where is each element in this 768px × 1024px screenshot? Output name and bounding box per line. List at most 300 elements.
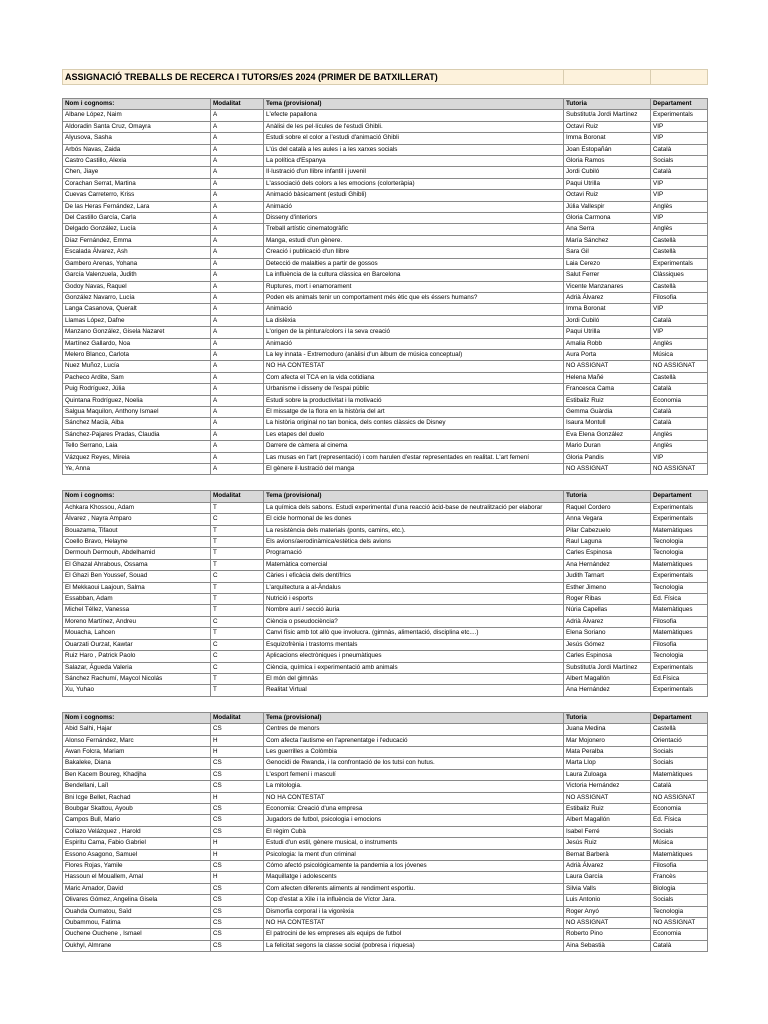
modality-cell[interactable]: A xyxy=(211,270,264,281)
name-cell[interactable]: Delgado González, Lucía xyxy=(63,224,211,235)
department-cell[interactable]: Català xyxy=(651,781,708,792)
tutor-cell[interactable]: Gemma Guàrdia xyxy=(564,406,651,417)
topic-cell[interactable]: Nombre auri / secció àuria xyxy=(264,605,564,616)
department-cell[interactable]: Matemàtiques xyxy=(651,605,708,616)
tutor-cell[interactable]: Ana Hernández xyxy=(564,685,651,696)
department-cell[interactable]: Experimentals xyxy=(651,685,708,696)
department-cell[interactable]: Francès xyxy=(651,872,708,883)
modality-cell[interactable]: A xyxy=(211,144,264,155)
name-cell[interactable]: Ye, Anna xyxy=(63,464,211,475)
tutor-cell[interactable]: Gloria Ramos xyxy=(564,156,651,167)
name-cell[interactable]: Campos Bull, Mario xyxy=(63,815,211,826)
modality-cell[interactable]: A xyxy=(211,235,264,246)
name-cell[interactable]: Manzano González, Gisela Nazaret xyxy=(63,327,211,338)
tutor-cell[interactable]: Imma Boronat xyxy=(564,304,651,315)
modality-cell[interactable]: C xyxy=(211,616,264,627)
tutor-cell[interactable]: Esther Jimeno xyxy=(564,582,651,593)
topic-cell[interactable]: Les guerrilles a Colòmbia xyxy=(264,746,564,757)
tutor-cell[interactable]: Mar Mojonero xyxy=(564,735,651,746)
name-cell[interactable]: Hassoun el Mouallem, Amal xyxy=(63,872,211,883)
topic-cell[interactable]: Esquizofrènia i trastorns mentals xyxy=(264,639,564,650)
modality-cell[interactable]: CS xyxy=(211,906,264,917)
name-cell[interactable]: Puig Rodríguez, Júlia xyxy=(63,384,211,395)
modality-cell[interactable]: CS xyxy=(211,883,264,894)
modality-cell[interactable]: T xyxy=(211,628,264,639)
topic-cell[interactable]: Animació bàsicament (estudi Ghibli) xyxy=(264,190,564,201)
department-cell[interactable]: Matemàtiques xyxy=(651,559,708,570)
topic-cell[interactable]: Els avions/aerodinàmica/estètica dels avions xyxy=(264,537,564,548)
department-cell[interactable]: Música xyxy=(651,349,708,360)
name-cell[interactable]: Michel Téllez, Vanessa xyxy=(63,605,211,616)
tutor-cell[interactable]: Jesús Ruiz xyxy=(564,838,651,849)
topic-cell[interactable]: Il·lustració d'un llibre infantil i juvenil xyxy=(264,167,564,178)
modality-cell[interactable]: CS xyxy=(211,758,264,769)
department-cell[interactable]: Català xyxy=(651,167,708,178)
modality-cell[interactable]: A xyxy=(211,133,264,144)
modality-cell[interactable]: T xyxy=(211,559,264,570)
modality-cell[interactable]: T xyxy=(211,594,264,605)
topic-cell[interactable]: El món del gimnàs xyxy=(264,673,564,684)
department-cell[interactable]: Tecnologia xyxy=(651,548,708,559)
tutor-cell[interactable]: Raquel Cordero xyxy=(564,502,651,513)
tutor-cell[interactable]: Roger Anyó xyxy=(564,906,651,917)
topic-cell[interactable]: Las musas en l'art (representació) i com harulen d'estar representades en realitat. L'art femení xyxy=(264,452,564,463)
name-cell[interactable]: Achkara Khossou, Adam xyxy=(63,502,211,513)
modality-cell[interactable]: CS xyxy=(211,929,264,940)
department-cell[interactable]: Ed.Física xyxy=(651,673,708,684)
topic-cell[interactable]: Com afecta el TCA en la vida cotidiana xyxy=(264,372,564,383)
name-cell[interactable]: Salazar, Águeda Valeria xyxy=(63,662,211,673)
tutor-cell[interactable]: Mario Duran xyxy=(564,441,651,452)
modality-cell[interactable]: T xyxy=(211,548,264,559)
column-header[interactable]: Modalitat xyxy=(211,99,264,110)
name-cell[interactable]: Vázquez Reyes, Mireia xyxy=(63,452,211,463)
department-cell[interactable]: Matemàtiques xyxy=(651,628,708,639)
modality-cell[interactable]: A xyxy=(211,406,264,417)
modality-cell[interactable]: H xyxy=(211,792,264,803)
tutor-cell[interactable]: Luis Antonio xyxy=(564,895,651,906)
department-cell[interactable]: Socials xyxy=(651,826,708,837)
topic-cell[interactable]: La química dels sabons. Estudi experimental d'una reacció àcid-base de neutralització per elaborar xyxy=(264,502,564,513)
department-cell[interactable]: VIP xyxy=(651,190,708,201)
name-cell[interactable]: Nuez Muñoz, Lucía xyxy=(63,361,211,372)
tutor-cell[interactable]: Pilar Cabezuelo xyxy=(564,525,651,536)
tutor-cell[interactable]: NO ASSIGNAT xyxy=(564,464,651,475)
department-cell[interactable]: Tecnologia xyxy=(651,582,708,593)
modality-cell[interactable]: A xyxy=(211,441,264,452)
topic-cell[interactable]: El cicle hormonal de les dones xyxy=(264,514,564,525)
modality-cell[interactable]: A xyxy=(211,281,264,292)
department-cell[interactable]: Anglès xyxy=(651,201,708,212)
tutor-cell[interactable]: Júlia Vallespir xyxy=(564,201,651,212)
name-cell[interactable]: Corachan Serrat, Martina xyxy=(63,178,211,189)
name-cell[interactable]: Llamas López, Dafne xyxy=(63,315,211,326)
topic-cell[interactable]: Manga, estudi d'un gènere. xyxy=(264,235,564,246)
tutor-cell[interactable]: Núria Capellas xyxy=(564,605,651,616)
topic-cell[interactable]: La felicitat segons la classe social (pobresa i riquesa) xyxy=(264,940,564,951)
modality-cell[interactable]: A xyxy=(211,190,264,201)
modality-cell[interactable]: T xyxy=(211,582,264,593)
department-cell[interactable]: Experimentals xyxy=(651,258,708,269)
department-cell[interactable]: Català xyxy=(651,144,708,155)
department-cell[interactable]: NO ASSIGNAT xyxy=(651,361,708,372)
column-header[interactable]: Departament xyxy=(651,712,708,723)
department-cell[interactable]: VIP xyxy=(651,452,708,463)
name-cell[interactable]: Ouahda Oumatou, Saïd xyxy=(63,906,211,917)
modality-cell[interactable]: CS xyxy=(211,803,264,814)
department-cell[interactable]: Castellà xyxy=(651,281,708,292)
topic-cell[interactable]: Estudi sobre el color a l'estudi d'animació Ghibli xyxy=(264,133,564,144)
modality-cell[interactable]: C xyxy=(211,651,264,662)
tutor-cell[interactable]: Imma Boronat xyxy=(564,133,651,144)
column-header[interactable]: Tema (provisional) xyxy=(264,712,564,723)
name-cell[interactable]: Albane López, Naim xyxy=(63,110,211,121)
modality-cell[interactable]: A xyxy=(211,429,264,440)
topic-cell[interactable]: NO HA CONTESTAT xyxy=(264,361,564,372)
department-cell[interactable]: Tecnologia xyxy=(651,906,708,917)
modality-cell[interactable]: A xyxy=(211,372,264,383)
name-cell[interactable]: Gambero Arenas, Yohana xyxy=(63,258,211,269)
name-cell[interactable]: Tello Serrano, Laia xyxy=(63,441,211,452)
department-cell[interactable]: Filosofia xyxy=(651,861,708,872)
modality-cell[interactable]: A xyxy=(211,327,264,338)
topic-cell[interactable]: Estudi d'un estil, gènere musical, o instruments xyxy=(264,838,564,849)
column-header[interactable]: Nom i cognoms: xyxy=(63,99,211,110)
tutor-cell[interactable]: NO ASSIGNAT xyxy=(564,918,651,929)
topic-cell[interactable]: L'efecte papallona xyxy=(264,110,564,121)
topic-cell[interactable]: Com afecten diferents aliments al rendiment esportiu. xyxy=(264,883,564,894)
topic-cell[interactable]: NO HA CONTESTAT xyxy=(264,918,564,929)
topic-cell[interactable]: Psicologia: la ment d'un criminal xyxy=(264,849,564,860)
name-cell[interactable]: Flores Rojas, Yamile xyxy=(63,861,211,872)
department-cell[interactable]: Socials xyxy=(651,758,708,769)
department-cell[interactable]: Socials xyxy=(651,746,708,757)
tutor-cell[interactable]: Francesca Cama xyxy=(564,384,651,395)
name-cell[interactable]: De las Heras Fernández, Lara xyxy=(63,201,211,212)
tutor-cell[interactable]: Gloria Carmona xyxy=(564,213,651,224)
name-cell[interactable]: Ben Kacem Boureg, Khadjha xyxy=(63,769,211,780)
topic-cell[interactable]: Poden els animals tenir un comportament més ètic que els éssers humans? xyxy=(264,292,564,303)
tutor-cell[interactable]: Ana Hernández xyxy=(564,559,651,570)
tutor-cell[interactable]: Sara Gil xyxy=(564,247,651,258)
name-cell[interactable]: Quintana Rodríguez, Noelia xyxy=(63,395,211,406)
department-cell[interactable]: Català xyxy=(651,406,708,417)
name-cell[interactable]: Oukhyl, Almrane xyxy=(63,940,211,951)
tutor-cell[interactable]: Raul Laguna xyxy=(564,537,651,548)
tutor-cell[interactable]: Aina Sebastià xyxy=(564,940,651,951)
topic-cell[interactable]: La història original no tan bonica, dels contes clàssics de Disney xyxy=(264,418,564,429)
department-cell[interactable]: Català xyxy=(651,418,708,429)
modality-cell[interactable]: A xyxy=(211,418,264,429)
department-cell[interactable]: Filosofia xyxy=(651,292,708,303)
department-cell[interactable]: Anglès xyxy=(651,429,708,440)
column-header[interactable]: Modalitat xyxy=(211,712,264,723)
column-header[interactable]: Departament xyxy=(651,99,708,110)
name-cell[interactable]: Martínez Gallardo, Noa xyxy=(63,338,211,349)
tutor-cell[interactable]: Isabel Ferré xyxy=(564,826,651,837)
department-cell[interactable]: Experimentals xyxy=(651,110,708,121)
name-cell[interactable]: Xu, Yuhao xyxy=(63,685,211,696)
department-cell[interactable]: Economia xyxy=(651,929,708,940)
tutor-cell[interactable]: Laura Zuloaga xyxy=(564,769,651,780)
department-cell[interactable]: VIP xyxy=(651,178,708,189)
modality-cell[interactable]: CS xyxy=(211,861,264,872)
department-cell[interactable]: Experimentals xyxy=(651,502,708,513)
department-cell[interactable]: Castellà xyxy=(651,247,708,258)
department-cell[interactable]: Filosofia xyxy=(651,616,708,627)
tutor-cell[interactable]: Substitut/a Jordi Martínez xyxy=(564,110,651,121)
department-cell[interactable]: Castellà xyxy=(651,724,708,735)
modality-cell[interactable]: A xyxy=(211,395,264,406)
tutor-cell[interactable]: Albert Magallón xyxy=(564,673,651,684)
topic-cell[interactable]: Creació i publicació d'un llibre xyxy=(264,247,564,258)
column-header[interactable]: Nom i cognoms: xyxy=(63,491,211,502)
tutor-cell[interactable]: Gloria Pandis xyxy=(564,452,651,463)
modality-cell[interactable]: A xyxy=(211,338,264,349)
department-cell[interactable]: NO ASSIGNAT xyxy=(651,464,708,475)
name-cell[interactable]: Ouchene Ouchene , Ismael xyxy=(63,929,211,940)
topic-cell[interactable]: Treball artístic cinematogràfic xyxy=(264,224,564,235)
modality-cell[interactable]: A xyxy=(211,349,264,360)
tutor-cell[interactable]: Adrià Álvarez xyxy=(564,292,651,303)
modality-cell[interactable]: A xyxy=(211,213,264,224)
tutor-cell[interactable]: Vicente Manzanares xyxy=(564,281,651,292)
tutor-cell[interactable]: Mata Peralba xyxy=(564,746,651,757)
modality-cell[interactable]: H xyxy=(211,735,264,746)
tutor-cell[interactable]: Amalia Robb xyxy=(564,338,651,349)
name-cell[interactable]: Bendellani, Laîl xyxy=(63,781,211,792)
name-cell[interactable]: Espiritu Cama, Fabio Gabriel xyxy=(63,838,211,849)
tutor-cell[interactable]: Helena Mañé xyxy=(564,372,651,383)
department-cell[interactable]: Clàssiques xyxy=(651,270,708,281)
department-cell[interactable]: NO ASSIGNAT xyxy=(651,918,708,929)
department-cell[interactable]: Experimentals xyxy=(651,571,708,582)
name-cell[interactable]: Langa Casanova, Queralt xyxy=(63,304,211,315)
name-cell[interactable]: Awan Folcra, Mariam xyxy=(63,746,211,757)
tutor-cell[interactable]: Jordi Cubiló xyxy=(564,167,651,178)
department-cell[interactable]: Ed. Física xyxy=(651,815,708,826)
topic-cell[interactable]: El missatge de la flora en la història del art xyxy=(264,406,564,417)
department-cell[interactable]: Ed. Física xyxy=(651,594,708,605)
name-cell[interactable]: Alyusova, Sasha xyxy=(63,133,211,144)
name-cell[interactable]: García Valenzuela, Judith xyxy=(63,270,211,281)
department-cell[interactable]: Castellà xyxy=(651,235,708,246)
name-cell[interactable]: Bouazama, Tifaout xyxy=(63,525,211,536)
column-header[interactable]: Departament xyxy=(651,491,708,502)
tutor-cell[interactable]: Carles Espinosa xyxy=(564,651,651,662)
name-cell[interactable]: Maric Amador, David xyxy=(63,883,211,894)
modality-cell[interactable]: T xyxy=(211,685,264,696)
topic-cell[interactable]: L'arquitectura a al-Àndalus xyxy=(264,582,564,593)
name-cell[interactable]: Sánchez Rachumí, Maycol Nicolás xyxy=(63,673,211,684)
modality-cell[interactable]: CS xyxy=(211,918,264,929)
tutor-cell[interactable]: Octavi Ruiz xyxy=(564,121,651,132)
name-cell[interactable]: Essabban, Adam xyxy=(63,594,211,605)
department-cell[interactable]: Català xyxy=(651,940,708,951)
topic-cell[interactable]: L'associació dels colors a les emocions (colorteràpia) xyxy=(264,178,564,189)
tutor-cell[interactable]: Roger Ribas xyxy=(564,594,651,605)
department-cell[interactable]: Filosofia xyxy=(651,639,708,650)
modality-cell[interactable]: H xyxy=(211,746,264,757)
tutor-cell[interactable]: Juana Medina xyxy=(564,724,651,735)
tutor-cell[interactable]: Victoria Hernández xyxy=(564,781,651,792)
department-cell[interactable]: Experimentals xyxy=(651,514,708,525)
topic-cell[interactable]: Genocidi de Rwanda, i la confrontació de los tutsi con hutus. xyxy=(264,758,564,769)
name-cell[interactable]: Pacheco Ardite, Sam xyxy=(63,372,211,383)
tutor-cell[interactable]: Silvia Valls xyxy=(564,883,651,894)
topic-cell[interactable]: Nutrició i esports xyxy=(264,594,564,605)
name-cell[interactable]: Sánchez-Pajares Pradas, Claudia xyxy=(63,429,211,440)
name-cell[interactable]: Cuevas Carreterro, Kriss xyxy=(63,190,211,201)
topic-cell[interactable]: Darrere de càmera al cinema xyxy=(264,441,564,452)
tutor-cell[interactable]: María Sánchez xyxy=(564,235,651,246)
name-cell[interactable]: Ruiz Haro , Patrick Paolo xyxy=(63,651,211,662)
department-cell[interactable]: Matemàtiques xyxy=(651,769,708,780)
name-cell[interactable]: Sánchez Macià, Alba xyxy=(63,418,211,429)
department-cell[interactable]: Matemàtiques xyxy=(651,849,708,860)
name-cell[interactable]: Coello Bravo, Helayne xyxy=(63,537,211,548)
topic-cell[interactable]: NO HA CONTESTAT xyxy=(264,792,564,803)
name-cell[interactable]: El Ghazi Ben Youssef, Souad xyxy=(63,571,211,582)
topic-cell[interactable]: Dismorfia corporal i la vigorèxia xyxy=(264,906,564,917)
name-cell[interactable]: Bni Icge Bellet, Rachad xyxy=(63,792,211,803)
topic-cell[interactable]: El gènere il·lustració del manga xyxy=(264,464,564,475)
topic-cell[interactable]: La política d'Espanya xyxy=(264,156,564,167)
tutor-cell[interactable]: Isaura Montull xyxy=(564,418,651,429)
department-cell[interactable]: Socials xyxy=(651,156,708,167)
department-cell[interactable]: Català xyxy=(651,315,708,326)
topic-cell[interactable]: Estudi sobre la productivitat i la motivació xyxy=(264,395,564,406)
modality-cell[interactable]: CS xyxy=(211,815,264,826)
title-empty-cell[interactable] xyxy=(564,70,651,85)
department-cell[interactable]: NO ASSIGNAT xyxy=(651,792,708,803)
department-cell[interactable]: VIP xyxy=(651,213,708,224)
topic-cell[interactable]: Urbanisme i disseny de l'espai públic xyxy=(264,384,564,395)
modality-cell[interactable]: CS xyxy=(211,826,264,837)
sheet-title[interactable]: ASSIGNACIÓ TREBALLS DE RECERCA I TUTORS/ES 2024 (PRIMER DE BATXILLERAT) xyxy=(63,70,564,85)
topic-cell[interactable]: La influència de la cultura clàssica en Barcelona xyxy=(264,270,564,281)
name-cell[interactable]: Boubgar Skattou, Ayoub xyxy=(63,803,211,814)
topic-cell[interactable]: Ciència o pseudociència? xyxy=(264,616,564,627)
department-cell[interactable]: VIP xyxy=(651,133,708,144)
modality-cell[interactable]: C xyxy=(211,662,264,673)
topic-cell[interactable]: Cómo afectó psicológicamente la pandemia a los jóvenes xyxy=(264,861,564,872)
name-cell[interactable]: Mouacha, Lahcen xyxy=(63,628,211,639)
topic-cell[interactable]: Animació xyxy=(264,201,564,212)
department-cell[interactable]: VIP xyxy=(651,121,708,132)
tutor-cell[interactable]: Eva Elena González xyxy=(564,429,651,440)
name-cell[interactable]: Chen, Jiaye xyxy=(63,167,211,178)
modality-cell[interactable]: T xyxy=(211,525,264,536)
tutor-cell[interactable]: Carles Espinosa xyxy=(564,548,651,559)
department-cell[interactable]: Anglès xyxy=(651,338,708,349)
topic-cell[interactable]: Animació xyxy=(264,304,564,315)
modality-cell[interactable]: A xyxy=(211,258,264,269)
modality-cell[interactable]: A xyxy=(211,201,264,212)
name-cell[interactable]: Dermouh Dermouh, Abdelhamid xyxy=(63,548,211,559)
name-cell[interactable]: Melero Blanco, Carlota xyxy=(63,349,211,360)
department-cell[interactable]: Música xyxy=(651,838,708,849)
topic-cell[interactable]: Ciència, química i experimentació amb animals xyxy=(264,662,564,673)
tutor-cell[interactable]: NO ASSIGNAT xyxy=(564,361,651,372)
department-cell[interactable]: Matemàtiques xyxy=(651,525,708,536)
modality-cell[interactable]: C xyxy=(211,514,264,525)
topic-cell[interactable]: L'origen de la pintura/colors i la seva creació xyxy=(264,327,564,338)
tutor-cell[interactable]: Judith Tarnart xyxy=(564,571,651,582)
tutor-cell[interactable]: Bernat Barberà xyxy=(564,849,651,860)
column-header[interactable]: Tutoria xyxy=(564,99,651,110)
department-cell[interactable]: Economia xyxy=(651,803,708,814)
name-cell[interactable]: Salgua Maquilon, Anthony Ismael xyxy=(63,406,211,417)
modality-cell[interactable]: CS xyxy=(211,781,264,792)
topic-cell[interactable]: Càries i eficàcia dels dentífrics xyxy=(264,571,564,582)
tutor-cell[interactable]: Elena Soriano xyxy=(564,628,651,639)
modality-cell[interactable]: H xyxy=(211,849,264,860)
name-cell[interactable]: Godoy Navas, Raquel xyxy=(63,281,211,292)
modality-cell[interactable]: CS xyxy=(211,769,264,780)
modality-cell[interactable]: A xyxy=(211,110,264,121)
modality-cell[interactable]: A xyxy=(211,464,264,475)
topic-cell[interactable]: Maquillatge i adolescents xyxy=(264,872,564,883)
name-cell[interactable]: Abid Salhi, Hajar xyxy=(63,724,211,735)
topic-cell[interactable]: El patrocini de les empreses als equips de futbol xyxy=(264,929,564,940)
tutor-cell[interactable]: NO ASSIGNAT xyxy=(564,792,651,803)
department-cell[interactable]: Economia xyxy=(651,395,708,406)
department-cell[interactable]: Tecnologia xyxy=(651,651,708,662)
tutor-cell[interactable]: Estibaliz Ruiz xyxy=(564,803,651,814)
department-cell[interactable]: Orientació xyxy=(651,735,708,746)
tutor-cell[interactable]: Joan Estopañán xyxy=(564,144,651,155)
tutor-cell[interactable]: Substitut/a Jordi Martínez xyxy=(564,662,651,673)
tutor-cell[interactable]: Ana Serra xyxy=(564,224,651,235)
topic-cell[interactable]: La ley innata - Extremoduro (anàlisi d'un àlbum de música conceptual) xyxy=(264,349,564,360)
modality-cell[interactable]: A xyxy=(211,224,264,235)
topic-cell[interactable]: Programació xyxy=(264,548,564,559)
column-header[interactable]: Tutoria xyxy=(564,491,651,502)
topic-cell[interactable]: Jugadors de futbol, psicologia i emocions xyxy=(264,815,564,826)
tutor-cell[interactable]: Adrià Álvarez xyxy=(564,616,651,627)
column-header[interactable]: Tema (provisional) xyxy=(264,99,564,110)
topic-cell[interactable]: L'ús del català a les aules i a les xarxes socials xyxy=(264,144,564,155)
title-empty-cell[interactable] xyxy=(651,70,708,85)
department-cell[interactable]: Anglès xyxy=(651,224,708,235)
modality-cell[interactable]: A xyxy=(211,247,264,258)
department-cell[interactable]: Castellà xyxy=(651,372,708,383)
topic-cell[interactable]: Cop d'estat a Xile i la influència de Víctor Jara. xyxy=(264,895,564,906)
modality-cell[interactable]: A xyxy=(211,304,264,315)
tutor-cell[interactable]: Jordi Cubiló xyxy=(564,315,651,326)
name-cell[interactable]: Alonso Fernández, Marc xyxy=(63,735,211,746)
tutor-cell[interactable]: Paqui Utrilla xyxy=(564,178,651,189)
tutor-cell[interactable]: Salut Ferrer xyxy=(564,270,651,281)
name-cell[interactable]: Díaz Fernández, Emma xyxy=(63,235,211,246)
topic-cell[interactable]: Centres de menors xyxy=(264,724,564,735)
tutor-cell[interactable]: Estibaliz Ruiz xyxy=(564,395,651,406)
department-cell[interactable]: Tecnologia xyxy=(651,537,708,548)
modality-cell[interactable]: A xyxy=(211,167,264,178)
column-header[interactable]: Tutoria xyxy=(564,712,651,723)
topic-cell[interactable]: Economia: Creació d'una empresa xyxy=(264,803,564,814)
name-cell[interactable]: Moreno Martínez, Andreu xyxy=(63,616,211,627)
modality-cell[interactable]: A xyxy=(211,315,264,326)
tutor-cell[interactable]: Marta Llop xyxy=(564,758,651,769)
topic-cell[interactable]: Com afecta l'autisme en l'aprenentatge i l'educació xyxy=(264,735,564,746)
modality-cell[interactable]: T xyxy=(211,502,264,513)
topic-cell[interactable]: Animació xyxy=(264,338,564,349)
topic-cell[interactable]: Disseny d'interiors xyxy=(264,213,564,224)
column-header[interactable]: Modalitat xyxy=(211,491,264,502)
modality-cell[interactable]: T xyxy=(211,537,264,548)
